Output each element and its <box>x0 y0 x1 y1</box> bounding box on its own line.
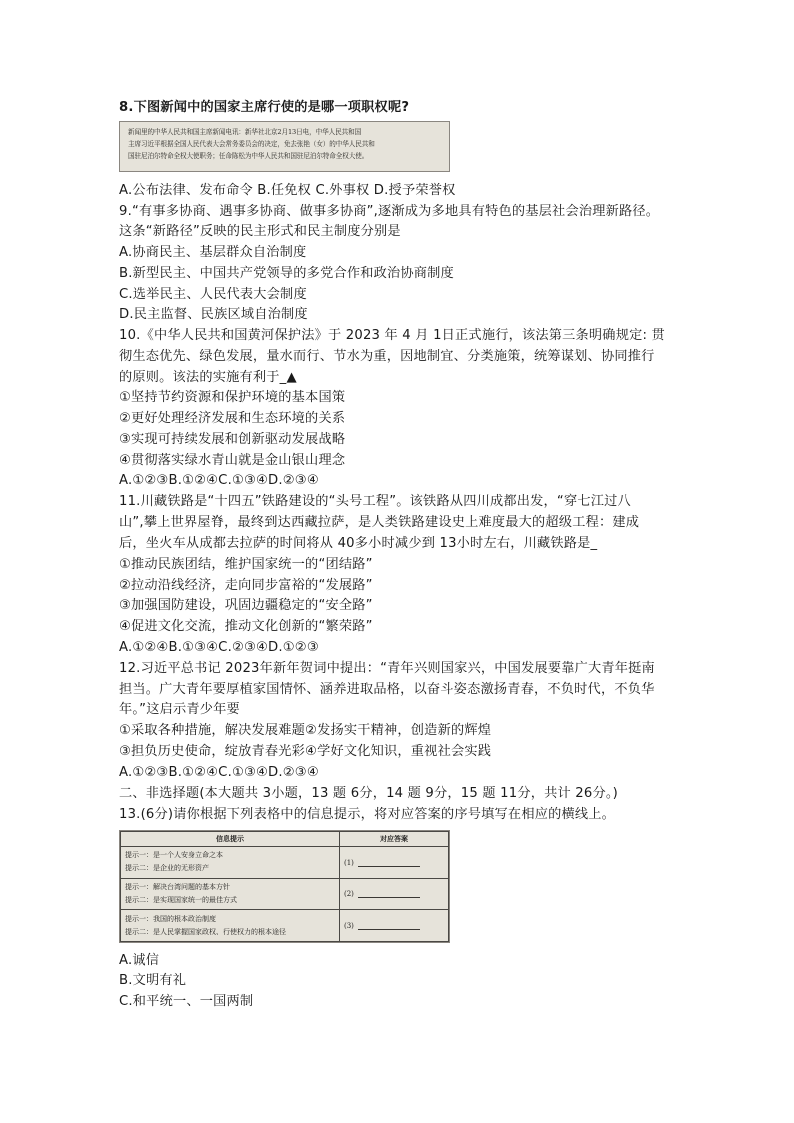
hint-line: 提示一：解决台湾问题的基本方针 <box>125 882 230 891</box>
q13-answer-c: C.和平统一、一国两制 <box>119 994 254 1009</box>
hint-cell <box>121 910 340 942</box>
answer-cell <box>340 878 449 910</box>
table-row <box>121 910 449 942</box>
q12-options: A.①②③B.①②④C.①③④D.②③④ <box>119 765 319 780</box>
header-hints: 信息提示 <box>121 832 340 847</box>
info-hint-table-image <box>119 830 450 943</box>
answer-blank <box>358 921 420 930</box>
q11-item-1: ①推动民族团结，维护国家统一的“团结路” <box>119 557 373 572</box>
q10-stem-line: 彻生态优先、绿色发展，量水而行、节水为重，因地制宜、分类施策，统筹谋划、协同推行 <box>119 349 655 364</box>
hint-cell <box>121 878 340 910</box>
q8-stem: 8.下图新闻中的国家主席行使的是哪一项职权呢? <box>119 100 410 115</box>
answer-cell <box>340 910 449 942</box>
q12-stem-line: 12.习近平总书记 2023年新年贺词中提出：“青年兴则国家兴，中国发展要靠广大青年挺南 <box>119 661 655 676</box>
q10-stem-line: 10.《中华人民共和国黄河保护法》于 2023 年 4 月 1日正式施行，该法第三条明确规定: 贯 <box>119 328 665 343</box>
q11-stem-line: 11.川藏铁路是“十四五”铁路建设的“头号工程”。该铁路从四川成都出发，“穿七江过八 <box>119 494 631 509</box>
hint-line: 提示二：是企业的无形资产 <box>125 864 209 873</box>
q12-stem-line: 担当。广大青年要厚植家国情怀、涵养进取品格，以奋斗姿态激扬青春，不负时代，不负华 <box>119 682 655 697</box>
q13-stem: 13.(6分)请你根据下列表格中的信息提示，将对应答案的序号填写在相应的横线上。 <box>119 807 616 822</box>
table-header-row <box>121 832 449 847</box>
q11-options: A.①②④B.①③④C.②③④D.①②③ <box>119 640 319 655</box>
q10-options: A.①②③B.①②④C.①③④D.②③④ <box>119 473 319 488</box>
q11-item-3: ③加强国防建设，巩固边疆稳定的“安全路” <box>119 598 373 613</box>
q9-option-c: C.选举民主、人民代表大会制度 <box>119 287 307 302</box>
q10-item-4: ④贯彻落实绿水青山就是金山银山理念 <box>119 453 346 468</box>
hint-line: 提示一：我国的根本政治制度 <box>125 914 216 923</box>
q9-option-d: D.民主监督、民族区域自治制度 <box>119 307 308 322</box>
answer-number: (3) <box>344 922 354 931</box>
q10-item-2: ②更好处理经济发展和生态环境的关系 <box>119 411 346 426</box>
q10-stem-line: 的原则。该法的实施有利于_▲ <box>119 370 297 385</box>
q10-item-3: ③实现可持续发展和创新驱动发展战略 <box>119 432 346 447</box>
q11-stem-line: 山”,攀上世界屋脊，最终到达西藏拉萨，是人类铁路建设史上难度最大的超级工程：建成 <box>119 515 640 530</box>
section-heading: 二、非选择题(本大题共 3小题，13 题 6分，14 题 9分，15 题 11分，共计 26分。) <box>119 786 618 801</box>
q11-item-4: ④促进文化交流，推动文化创新的“繁荣路” <box>119 619 373 634</box>
q12-stem-line: 年。”这启示青少年要 <box>119 702 240 717</box>
table-row <box>121 847 449 879</box>
q9-stem-line: 9.“有事多协商、遇事多协商、做事多协商”,逐渐成为多地具有特色的基层社会治理新路径。 <box>119 204 660 219</box>
news-line: 新闻里的中华人民共和国主席新闻电讯：新华社北京2月13日电，中华人民共和国 <box>128 128 362 136</box>
q9-option-a: A.协商民主、基层群众自治制度 <box>119 245 307 260</box>
q12-items-row-1: ①采取各种措施，解决发展难题②发扬实干精神，创造新的辉煌 <box>119 723 492 738</box>
q9-stem-line: 这条“新路径”反映的民主形式和民主制度分别是 <box>119 224 401 239</box>
hint-line: 提示二：是人民掌握国家政权、行使权力的根本途径 <box>125 927 286 936</box>
answer-blank <box>358 889 420 898</box>
hint-line: 提示一：是一个人安身立命之本 <box>125 851 223 860</box>
answer-blank <box>358 858 420 867</box>
q9-option-b: B.新型民主、中国共产党领导的多党合作和政治协商制度 <box>119 266 454 281</box>
answer-number: (1) <box>344 858 354 867</box>
news-line: 主席习近平根据全国人民代表大会常务委员会的决定，免去张艳（女）的中华人民共和 <box>128 140 375 148</box>
q8-options: A.公布法律、发布命令 B.任免权 C.外事权 D.授予荣誉权 <box>119 183 456 198</box>
hint-line: 提示二：是实现国家统一的最佳方式 <box>125 895 237 904</box>
answer-number: (2) <box>344 890 354 899</box>
q12-items-row-2: ③担负历史使命，绽放青春光彩④学好文化知识，重视社会实践 <box>119 744 492 759</box>
q11-stem-line: 后，坐火车从成都去拉萨的时间将从 40多小时减少到 13小时左右，川藏铁路是_ <box>119 536 598 551</box>
info-hint-table <box>120 831 449 942</box>
answer-cell <box>340 847 449 879</box>
header-answers: 对应答案 <box>340 832 449 847</box>
table-row <box>121 878 449 910</box>
hint-cell <box>121 847 340 879</box>
news-line: 国驻尼泊尔特命全权大使职务；任命陈松为中华人民共和国驻尼泊尔特命全权大使。 <box>128 152 369 160</box>
q10-item-1: ①坚持节约资源和保护环境的基本国策 <box>119 390 346 405</box>
q13-answer-a: A.诚信 <box>119 953 160 968</box>
q13-answer-b: B.文明有礼 <box>119 973 187 988</box>
q11-item-2: ②拉动沿线经济，走向同步富裕的“发展路” <box>119 578 373 593</box>
news-clipping-image <box>119 121 450 172</box>
